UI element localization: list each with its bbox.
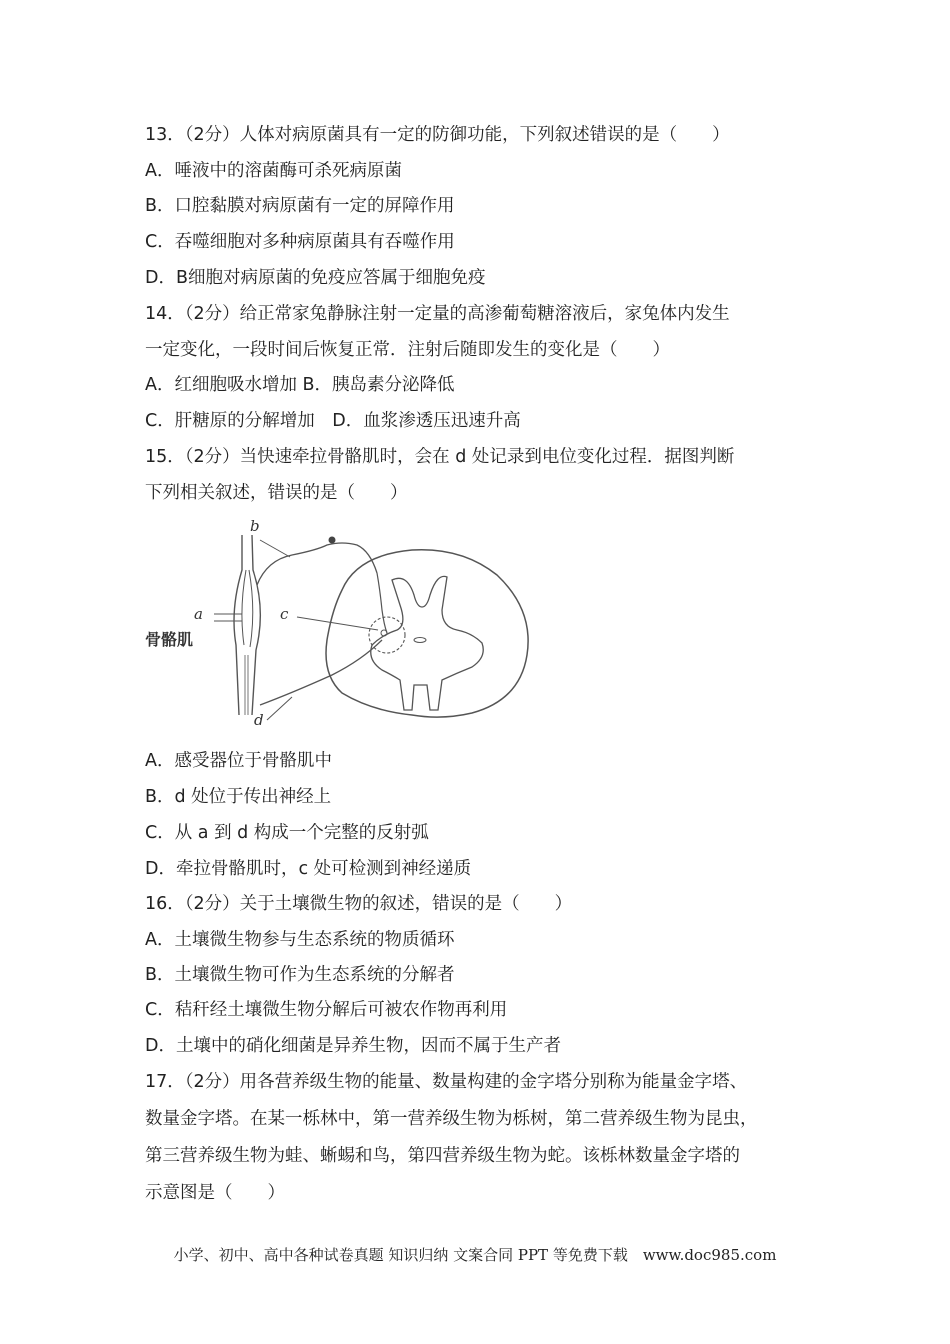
- q15-option-a: A．感受器位于骨骼肌中: [145, 751, 332, 771]
- q17-stem-line1: 17．（2分）用各营养级生物的能量、数量构建的金字塔分别称为能量金字塔、: [145, 1072, 748, 1092]
- q15-stem-line1: 15．（2分）当快速牵拉骨骼肌时，会在 d 处记录到电位变化过程．据图判断: [145, 447, 735, 467]
- muscle-outline-right: [252, 535, 260, 715]
- muscle-outline-left: [234, 535, 242, 715]
- q17-stem-line3: 第三营养级生物为蛙、蜥蜴和鸟，第四营养级生物为蛇。该栎林数量金字塔的: [145, 1146, 740, 1166]
- q13-stem: 13．（2分）人体对病原菌具有一定的防御功能，下列叙述错误的是（ ）: [145, 125, 730, 145]
- q13-option-c: C．吞噬细胞对多种病原菌具有吞噬作用: [145, 232, 455, 252]
- q15-option-c: C．从 a 到 d 构成一个完整的反射弧: [145, 823, 429, 843]
- label-d: d: [254, 711, 264, 729]
- q13-option-b: B．口腔黏膜对病原菌有一定的屏障作用: [145, 196, 455, 216]
- q15-option-b: B．d 处位于传出神经上: [145, 787, 332, 807]
- label-muscle: 骨骼肌: [145, 630, 194, 649]
- q16-option-b: B．土壤微生物可作为生态系统的分解者: [145, 965, 455, 985]
- q14-stem-line1: 14．（2分）给正常家兔静脉注射一定量的高渗葡萄糖溶液后，家兔体内发生: [145, 304, 730, 324]
- q15-option-d: D．牵拉骨骼肌时，c 处可检测到神经递质: [145, 859, 472, 879]
- label-c: c: [280, 605, 289, 623]
- q16-stem: 16．（2分）关于土壤微生物的叙述，错误的是（ ）: [145, 894, 573, 914]
- q17-stem-line4: 示意图是（ ）: [145, 1183, 285, 1203]
- q13-option-d: D．B细胞对病原菌的免疫应答属于细胞免疫: [145, 268, 486, 288]
- efferent-nerve: [260, 640, 382, 705]
- q15-stem-line2: 下列相关叙述，错误的是（ ）: [145, 483, 408, 503]
- q16-option-a: A．土壤微生物参与生态系统的物质循环: [145, 930, 455, 950]
- spinal-cord-outline: [326, 550, 528, 717]
- label-a: a: [194, 605, 203, 623]
- q14-options-ab: A．红细胞吸水增加 B．胰岛素分泌降低: [145, 375, 455, 395]
- q13-option-a: A．唾液中的溶菌酶可杀死病原菌: [145, 161, 402, 181]
- q17-stem-line2: 数量金字塔。在某一栎林中，第一营养级生物为栎树，第二营养级生物为昆虫，: [145, 1109, 758, 1129]
- q14-stem-line2: 一定变化，一段时间后恢复正常．注射后随即发生的变化是（ ）: [145, 340, 670, 360]
- ganglion: [329, 537, 336, 544]
- grey-matter: [371, 576, 484, 710]
- reflex-arc-diagram: [142, 515, 552, 730]
- page-footer: 小学、初中、高中各种试卷真题 知识归纳 文案合同 PPT 等免费下载 www.doc985.com: [173, 1246, 777, 1264]
- label-b: b: [250, 517, 260, 535]
- q16-option-c: C．秸秆经土壤微生物分解后可被农作物再利用: [145, 1000, 508, 1020]
- afferent-nerve: [257, 543, 377, 585]
- q16-option-d: D．土壤中的硝化细菌是异养生物，因而不属于生产者: [145, 1036, 561, 1056]
- q14-options-cd: C．肝糖原的分解增加 D．血浆渗透压迅速升高: [145, 411, 521, 431]
